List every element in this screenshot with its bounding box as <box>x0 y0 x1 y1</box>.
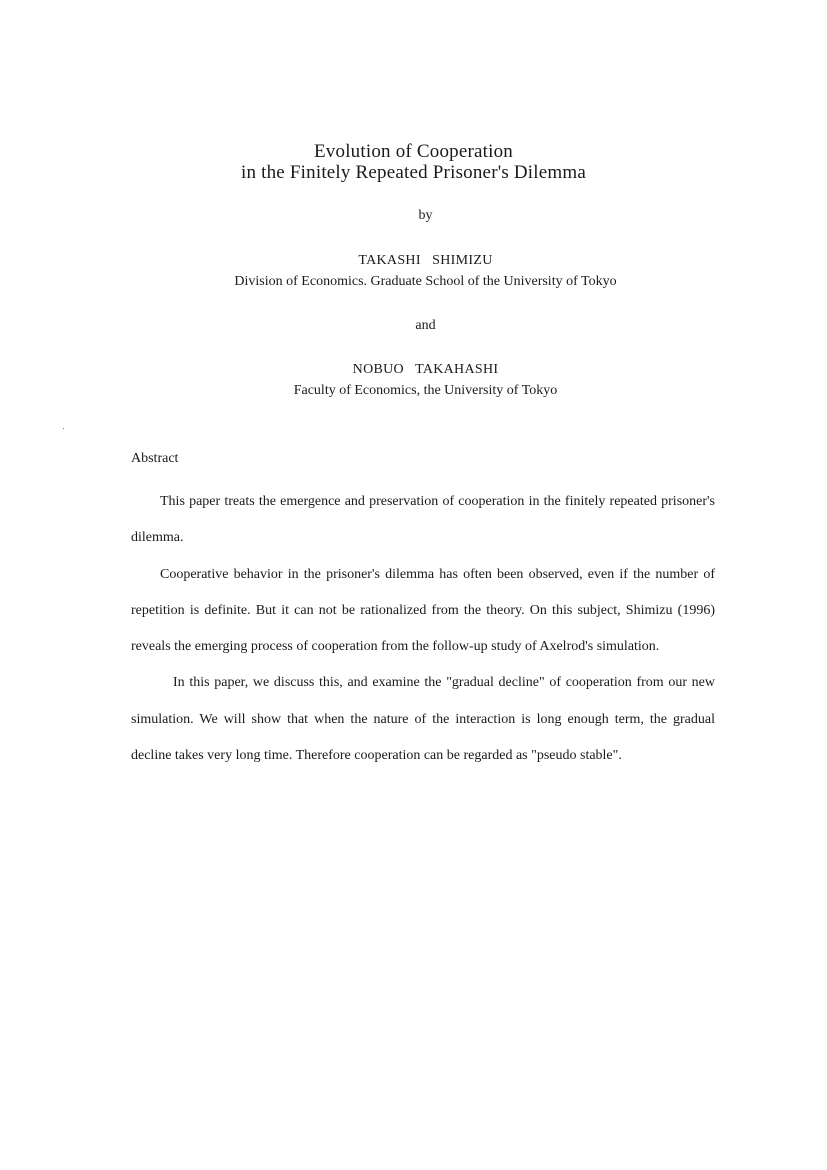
abstract-paragraph-3: In this paper, we discuss this, and examine the "gradual decline" of cooperation from our new simulation. We will show that when the nature of the interaction is long enough term, the gradual decline takes very long time. Therefore cooperation can be regarded as "pseudo stable". <box>131 675 715 764</box>
abstract-body <box>131 484 715 774</box>
and-line: and <box>415 318 436 333</box>
scan-speck <box>63 428 64 429</box>
paper-title-line-2: in the Finitely Repeated Prisoner's Dilemma <box>241 162 586 183</box>
by-line: by <box>418 208 433 223</box>
paper-title-line-1: Evolution of Cooperation <box>314 141 513 162</box>
author-1-name: TAKASHI SHIMIZU <box>358 253 493 268</box>
abstract-paragraph-1: This paper treats the emergence and preservation of cooperation in the finitely repeated prisoner's dilemma. <box>131 494 715 546</box>
author-1-affiliation: Division of Economics. Graduate School of the University of Tokyo <box>234 274 617 289</box>
author-2-affiliation: Faculty of Economics, the University of Tokyo <box>293 383 558 398</box>
abstract-heading: Abstract <box>131 451 179 466</box>
abstract-paragraph-2: Cooperative behavior in the prisoner's dilemma has often been observed, even if the number of repetition is definite. But it can not be rationalized from the theory. On this subject, Shimizu (1996) reveals the emerging process of cooperation from the follow-up study of Axelrod's simulation. <box>131 566 715 655</box>
author-2-name: NOBUO TAKAHASHI <box>352 362 499 377</box>
